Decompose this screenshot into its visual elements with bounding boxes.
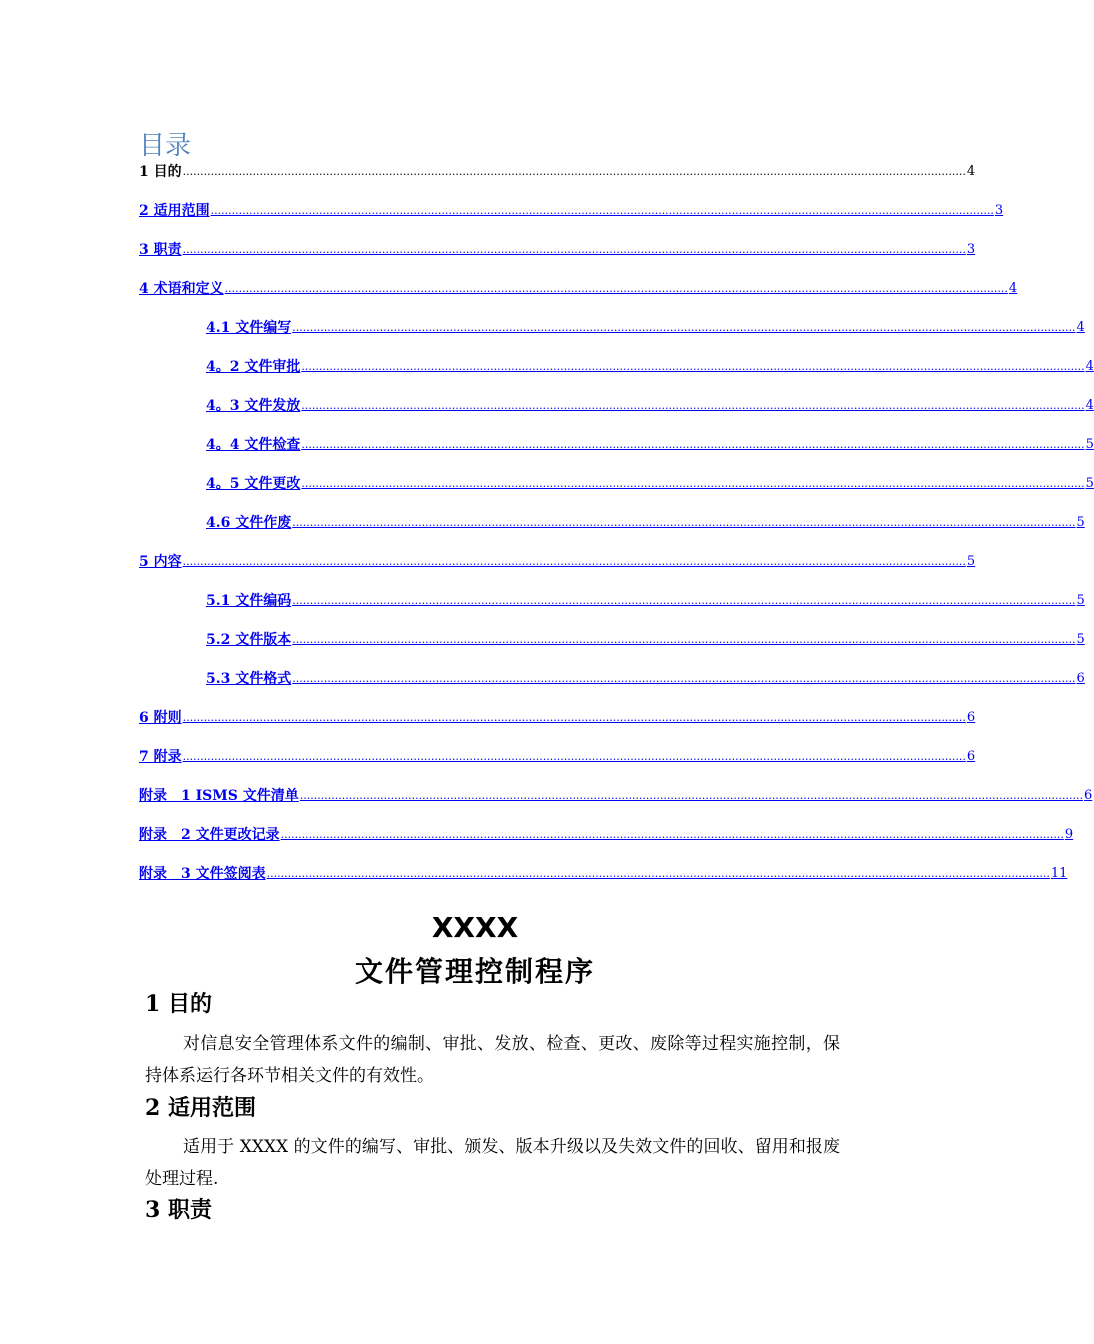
toc-entry-label: 4 术语和定义 <box>139 281 224 297</box>
section-body: 对信息安全管理体系文件的编制、审批、发放、检查、更改、废除等过程实施控制，保持体系运行各环节相关文件的有效性。 <box>145 1034 840 1086</box>
toc-entry-label: 5.2 文件版本 <box>206 632 292 648</box>
toc-entry[interactable] <box>139 746 976 766</box>
toc-leader: ................................................................................................................................................................................................................................ <box>299 789 1083 802</box>
toc-entry-label: 附录 3 文件签阅表 <box>139 866 266 882</box>
toc-entry-page: 3 <box>966 242 976 257</box>
toc-entry-label: 2 适用范围 <box>139 203 210 219</box>
toc-entry[interactable] <box>139 239 976 259</box>
toc-entry-page: 5 <box>1076 593 1085 608</box>
toc-entry[interactable] <box>206 473 1094 493</box>
toc-entry[interactable] <box>206 356 1094 376</box>
toc-entry-page: 4 <box>1076 320 1085 335</box>
toc-entry[interactable] <box>139 785 1093 805</box>
toc-entry-label: 7 附录 <box>139 749 182 765</box>
toc-entry[interactable] <box>206 395 1094 415</box>
section-heading: 2 适用范围 <box>145 1095 256 1121</box>
toc-entry[interactable] <box>139 161 976 181</box>
toc-entry[interactable] <box>139 551 976 571</box>
toc-entry-page: 3 <box>994 203 1004 218</box>
toc-entry-page: 5 <box>1076 515 1085 530</box>
toc-entry-label: 5.3 文件格式 <box>206 671 292 687</box>
toc-leader: ................................................................................................................................................................................................................................ <box>266 867 1050 880</box>
toc-leader: ................................................................................................................................................................................................................................ <box>301 360 1085 373</box>
toc-leader: ................................................................................................................................................................................................................................ <box>182 165 966 178</box>
toc-entry-label: 4。5 文件更改 <box>206 476 301 492</box>
toc-entry-label: 5.1 文件编码 <box>206 593 292 609</box>
toc-entry[interactable] <box>139 863 1068 883</box>
toc-entry-page: 4 <box>966 164 976 179</box>
toc-leader: ................................................................................................................................................................................................................................ <box>301 438 1085 451</box>
toc-entry-label: 1 目的 <box>139 164 182 180</box>
toc-leader: ................................................................................................................................................................................................................................ <box>210 204 994 217</box>
toc-leader: ................................................................................................................................................................................................................................ <box>292 633 1076 646</box>
toc-leader: ................................................................................................................................................................................................................................ <box>301 399 1085 412</box>
toc-entry-page: 5 <box>966 554 976 569</box>
toc-entry-label: 3 职责 <box>139 242 182 258</box>
toc-entry-page: 6 <box>1076 671 1085 686</box>
toc-entry-page: 5 <box>1085 437 1094 452</box>
toc-entry-page: 5 <box>1085 476 1094 491</box>
toc-leader: ................................................................................................................................................................................................................................ <box>182 555 966 568</box>
toc-entry-label: 4。2 文件审批 <box>206 359 301 375</box>
toc-leader: ................................................................................................................................................................................................................................ <box>182 243 966 256</box>
toc-entry-label: 附录 2 文件更改记录 <box>139 827 280 843</box>
toc-title: 目录 <box>139 131 192 161</box>
toc-entry[interactable] <box>139 707 976 727</box>
toc-entry-label: 6 附则 <box>139 710 182 726</box>
toc-entry-page: 6 <box>966 710 976 725</box>
toc-leader: ................................................................................................................................................................................................................................ <box>292 594 1076 607</box>
toc-leader: ................................................................................................................................................................................................................................ <box>182 750 966 763</box>
toc-entry-page: 9 <box>1064 827 1074 842</box>
toc-leader: ................................................................................................................................................................................................................................ <box>292 516 1076 529</box>
document-org: XXXX <box>431 911 519 944</box>
toc-entry-page: 6 <box>1084 788 1093 803</box>
toc-entry[interactable] <box>206 512 1085 532</box>
toc-entry-label: 4。4 文件检查 <box>206 437 301 453</box>
toc-entry[interactable] <box>206 668 1085 688</box>
toc-entry-label: 5 内容 <box>139 554 182 570</box>
toc-entry-page: 4 <box>1085 398 1094 413</box>
toc-entry-page: 4 <box>1085 359 1094 374</box>
toc-entry-label: 4.6 文件作废 <box>206 515 292 531</box>
toc-leader: ................................................................................................................................................................................................................................ <box>280 828 1064 841</box>
toc-entry[interactable] <box>206 629 1085 649</box>
section-heading: 3 职责 <box>145 1197 212 1223</box>
toc-entry[interactable] <box>206 590 1085 610</box>
toc-entry-page: 6 <box>966 749 976 764</box>
toc-entry-page: 4 <box>1008 281 1018 296</box>
toc-entry-label: 4。3 文件发放 <box>206 398 301 414</box>
section-body: 适用于 XXXX 的文件的编写、审批、颁发、版本升级以及失效文件的回收、留用和报废处理过程. <box>145 1137 840 1189</box>
toc-entry-page: 11 <box>1050 866 1068 881</box>
toc-entry-page: 5 <box>1076 632 1085 647</box>
toc-entry[interactable] <box>206 434 1094 454</box>
document-title: 文件管理控制程序 <box>354 955 595 988</box>
toc-leader: ................................................................................................................................................................................................................................ <box>301 477 1085 490</box>
toc-entry-label: 4.1 文件编写 <box>206 320 292 336</box>
toc-entry[interactable] <box>139 278 1018 298</box>
toc-leader: ................................................................................................................................................................................................................................ <box>224 282 1008 295</box>
toc-leader: ................................................................................................................................................................................................................................ <box>292 672 1076 685</box>
toc-leader: ................................................................................................................................................................................................................................ <box>182 711 966 724</box>
toc-entry[interactable] <box>139 200 1004 220</box>
toc-entry[interactable] <box>139 824 1074 844</box>
toc-entry-label: 附录 1 ISMS 文件清单 <box>139 788 299 804</box>
section-heading: 1 目的 <box>145 991 212 1017</box>
toc-leader: ................................................................................................................................................................................................................................ <box>292 321 1076 334</box>
toc-entry[interactable] <box>206 317 1085 337</box>
